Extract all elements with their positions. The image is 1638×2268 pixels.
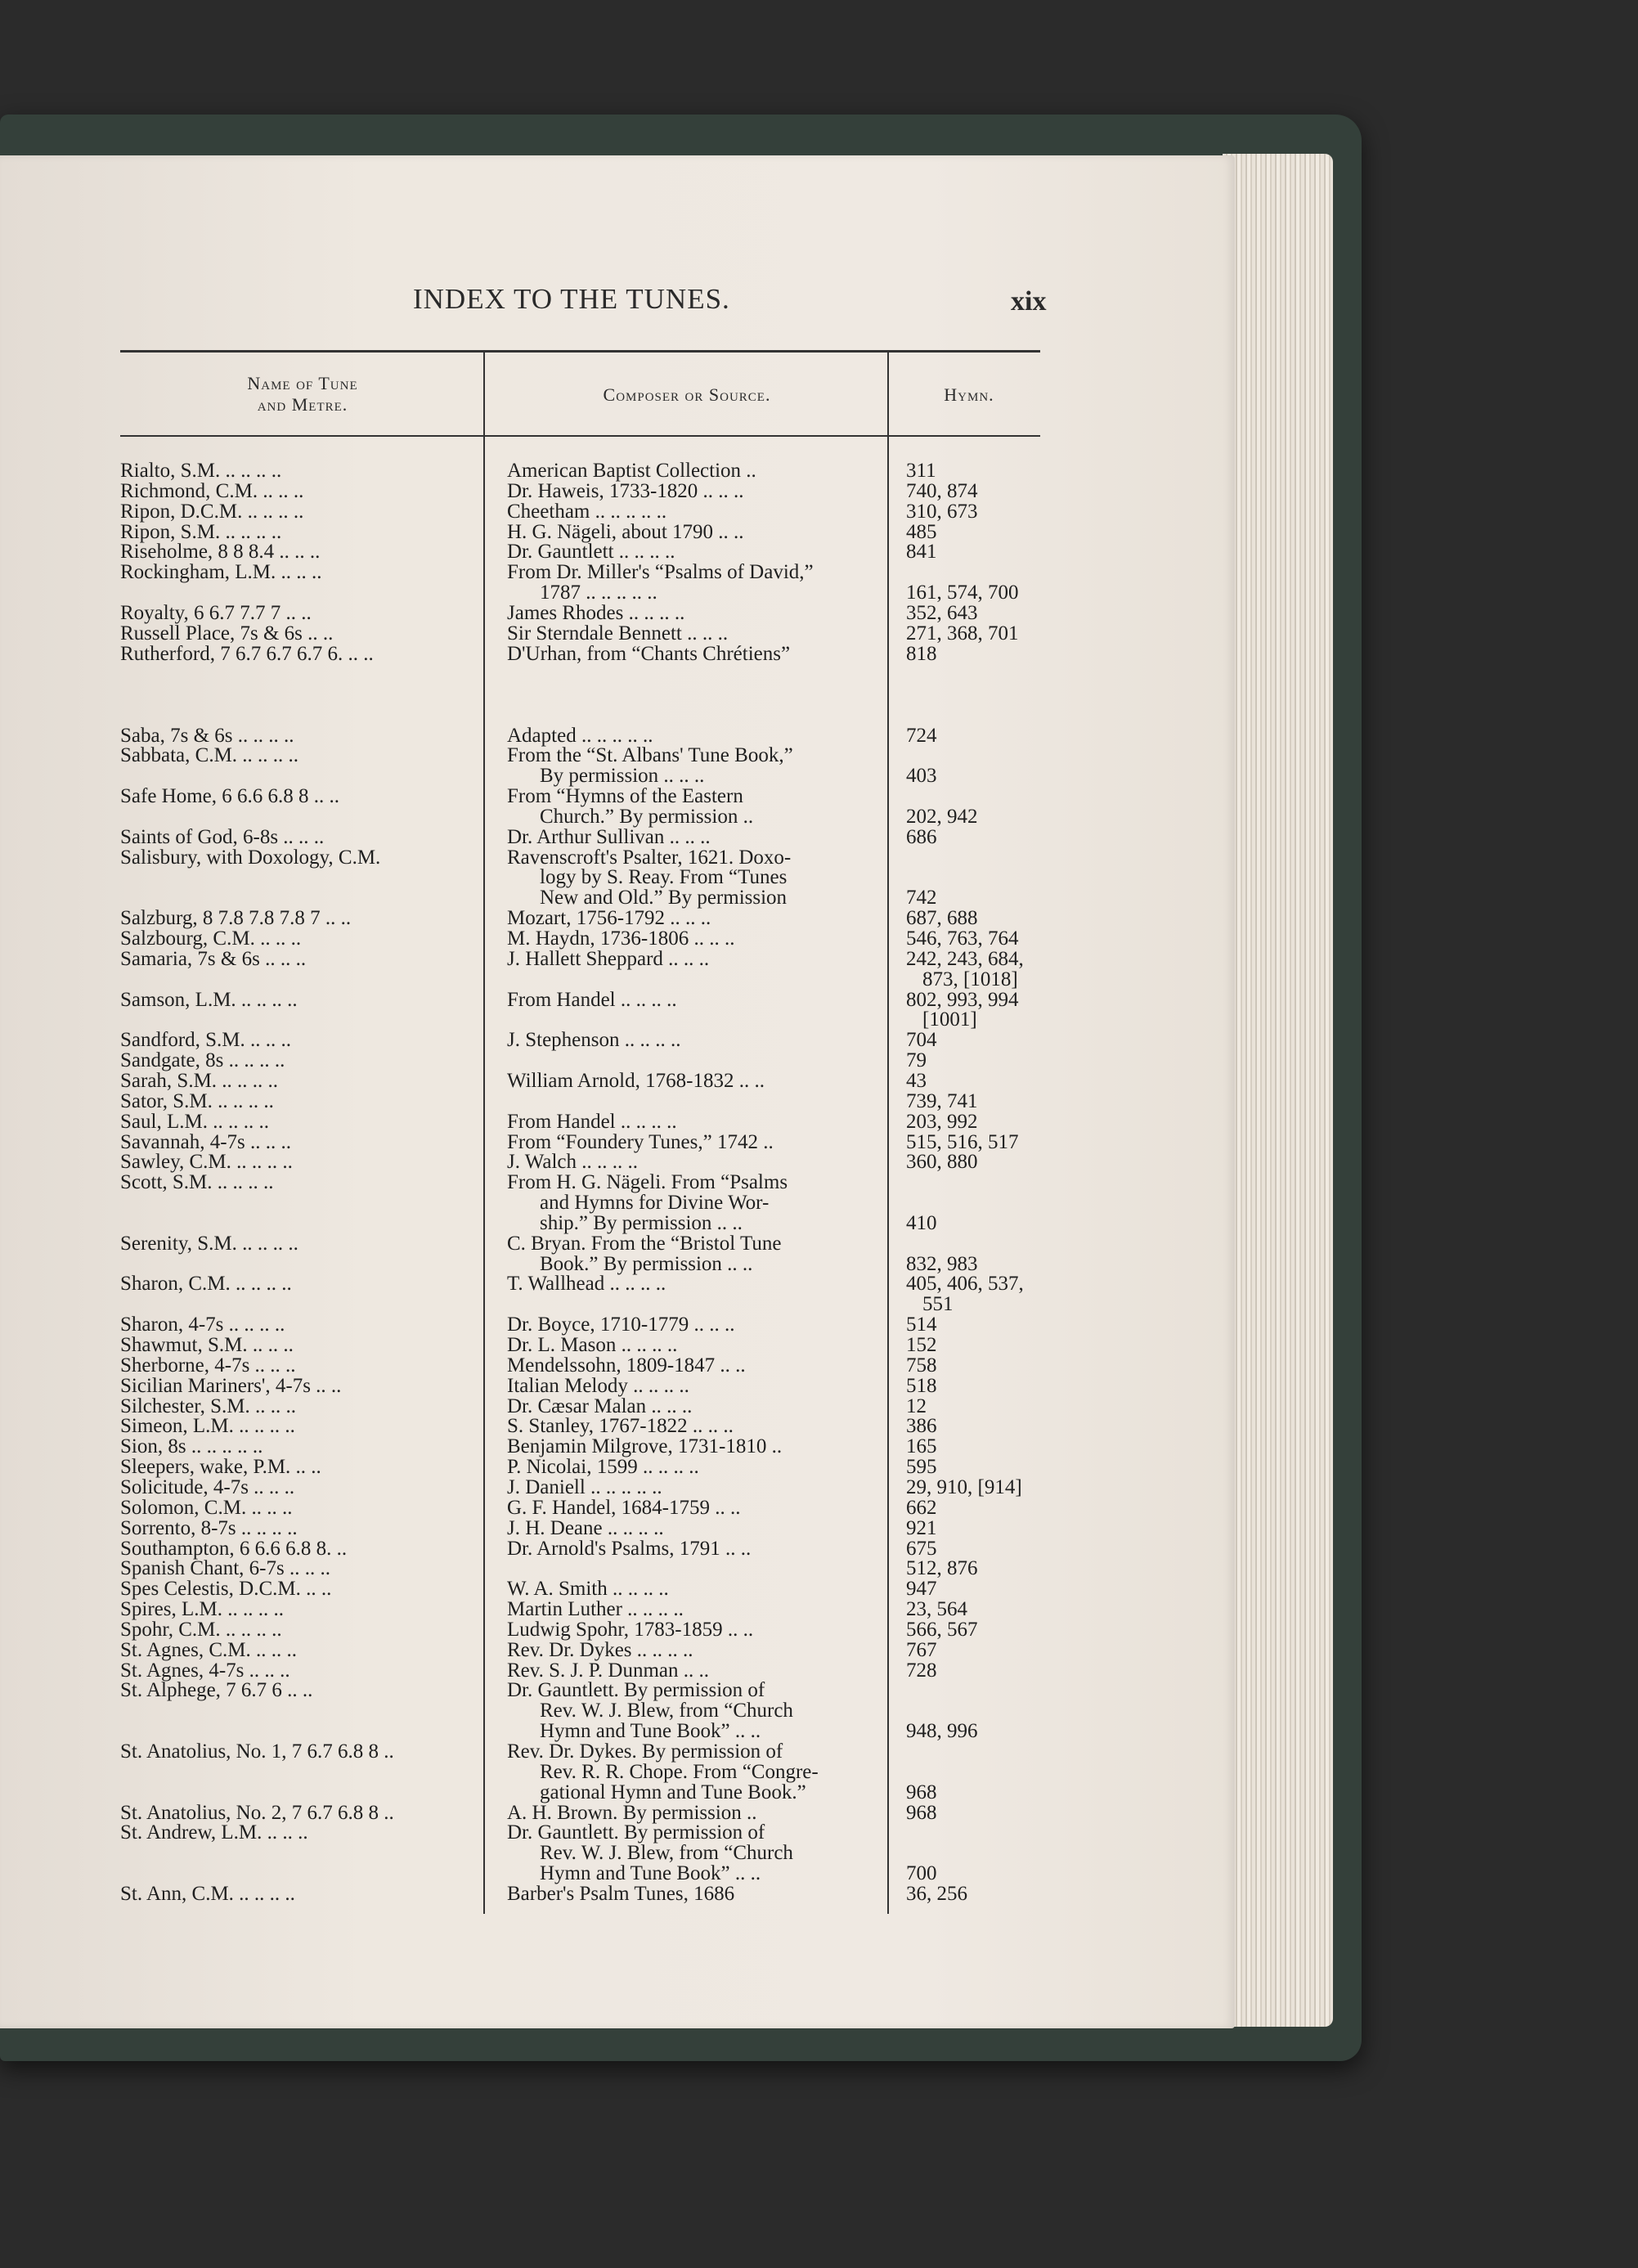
index-composer-cell: M. Haydn, 1736-1806 .. .. ..: [507, 927, 735, 950]
column-header-hymn: Hymn.: [944, 384, 994, 405]
index-hymn-cell: 242, 243, 684,: [906, 948, 1024, 970]
index-composer-cell: Ravenscroft's Psalter, 1621. Doxo-: [507, 847, 792, 869]
index-tune-cell: St. Andrew, L.M. .. .. ..: [120, 1821, 308, 1844]
index-tune-cell: Southampton, 6 6.6 6.8 8. ..: [120, 1538, 348, 1560]
column-header-name-line2: and Metre.: [257, 394, 348, 415]
page-edges: [1223, 154, 1333, 2027]
index-hymn-cell: 767: [906, 1639, 937, 1661]
index-composer-cell: From “Foundery Tunes,” 1742 ..: [507, 1131, 774, 1153]
index-composer-cell: From Handel .. .. .. ..: [507, 989, 677, 1011]
index-tune-cell: St. Agnes, C.M. .. .. ..: [120, 1639, 298, 1661]
index-tune-cell: St. Agnes, 4-7s .. .. ..: [120, 1659, 290, 1682]
index-hymn-cell: 36, 256: [906, 1883, 967, 1905]
index-composer-cell: Benjamin Milgrove, 1731-1810 ..: [507, 1435, 783, 1457]
index-hymn-cell: 566, 567: [906, 1619, 978, 1641]
index-hymn-cell: [1001]: [922, 1008, 977, 1031]
index-hymn-cell: 873, [1018]: [922, 968, 1018, 990]
index-composer-cell: J. Daniell .. .. .. .. ..: [507, 1476, 662, 1498]
index-hymn-cell: 310, 673: [906, 501, 978, 523]
index-hymn-cell: 724: [906, 725, 937, 747]
index-tune-cell: Safe Home, 6 6.6 6.8 8 .. ..: [120, 785, 340, 807]
index-hymn-cell: 742: [906, 887, 937, 909]
index-tune-cell: Rutherford, 7 6.7 6.7 6.7 6. .. ..: [120, 643, 374, 665]
index-hymn-cell: 202, 942: [906, 806, 978, 828]
index-hymn-cell: 485: [906, 521, 937, 543]
index-tune-cell: Rockingham, L.M. .. .. ..: [120, 561, 322, 583]
index-hymn-cell: 515, 516, 517: [906, 1131, 1019, 1153]
index-composer-cell: Dr. Boyce, 1710-1779 .. .. ..: [507, 1314, 735, 1336]
index-tune-cell: Saints of God, 6-8s .. .. ..: [120, 826, 325, 848]
index-composer-cell: Dr. Gauntlett. By permission of: [507, 1679, 765, 1701]
index-hymn-cell: 968: [906, 1802, 937, 1824]
index-hymn-cell: 595: [906, 1456, 937, 1478]
index-composer-cell: J. Stephenson .. .. .. ..: [507, 1029, 681, 1051]
index-tune-cell: Scott, S.M. .. .. .. ..: [120, 1171, 274, 1193]
index-composer-cell: Sir Sterndale Bennett .. .. ..: [507, 622, 729, 644]
index-tune-cell: Sabbata, C.M. .. .. .. ..: [120, 744, 299, 766]
index-hymn-cell: 551: [922, 1293, 954, 1315]
index-composer-cell: ship.” By permission .. ..: [540, 1212, 743, 1234]
index-composer-cell: C. Bryan. From the “Bristol Tune: [507, 1233, 782, 1255]
index-composer-cell: gational Hymn and Tune Book.”: [540, 1781, 806, 1803]
index-tune-cell: Russell Place, 7s & 6s .. ..: [120, 622, 334, 644]
index-tune-cell: Sandford, S.M. .. .. ..: [120, 1029, 292, 1051]
index-hymn-cell: 29, 910, [914]: [906, 1476, 1022, 1498]
index-hymn-cell: 360, 880: [906, 1151, 978, 1173]
index-hymn-cell: 687, 688: [906, 907, 978, 929]
index-hymn-cell: 739, 741: [906, 1090, 978, 1112]
index-composer-cell: Rev. S. J. P. Dunman .. ..: [507, 1659, 710, 1682]
index-tune-cell: Sandgate, 8s .. .. .. ..: [120, 1049, 285, 1071]
index-composer-cell: T. Wallhead .. .. .. ..: [507, 1273, 666, 1295]
index-composer-cell: From “Hymns of the Eastern: [507, 785, 743, 807]
index-composer-cell: Rev. W. J. Blew, from “Church: [540, 1842, 793, 1864]
index-composer-cell: W. A. Smith .. .. .. ..: [507, 1578, 669, 1600]
index-hymn-cell: 841: [906, 541, 937, 563]
page-number: xix: [1011, 286, 1047, 317]
index-hymn-cell: 386: [906, 1415, 937, 1437]
index-hymn-cell: 728: [906, 1659, 937, 1682]
index-tune-cell: Ripon, S.M. .. .. .. ..: [120, 521, 282, 543]
index-composer-cell: Rev. Dr. Dykes .. .. .. ..: [507, 1639, 693, 1661]
index-tune-cell: St. Alphege, 7 6.7 6 .. ..: [120, 1679, 313, 1701]
index-hymn-cell: 700: [906, 1862, 937, 1884]
index-composer-cell: From Dr. Miller's “Psalms of David,”: [507, 561, 814, 583]
index-composer-cell: By permission .. .. ..: [540, 765, 705, 787]
index-composer-cell: Mendelssohn, 1809-1847 .. ..: [507, 1354, 746, 1377]
index-hymn-cell: 23, 564: [906, 1598, 967, 1620]
index-composer-cell: Dr. Gauntlett. By permission of: [507, 1821, 765, 1844]
index-composer-cell: From the “St. Albans' Tune Book,”: [507, 744, 793, 766]
index-hymn-cell: 165: [906, 1435, 937, 1457]
index-tune-cell: Saul, L.M. .. .. .. ..: [120, 1111, 269, 1133]
index-tune-cell: Spohr, C.M. .. .. .. ..: [120, 1619, 282, 1641]
column-header-name-line1: Name of Tune: [247, 373, 358, 393]
index-hymn-cell: 675: [906, 1538, 937, 1560]
index-composer-cell: D'Urhan, from “Chants Chrétiens”: [507, 643, 791, 665]
index-hymn-cell: 403: [906, 765, 937, 787]
index-tune-cell: Samson, L.M. .. .. .. ..: [120, 989, 298, 1011]
index-hymn-cell: 12: [906, 1395, 927, 1417]
index-hymn-cell: 514: [906, 1314, 937, 1336]
index-composer-cell: New and Old.” By permission: [540, 887, 788, 909]
index-hymn-cell: 311: [906, 460, 936, 482]
index-composer-cell: S. Stanley, 1767-1822 .. .. ..: [507, 1415, 734, 1437]
index-composer-cell: James Rhodes .. .. .. ..: [507, 602, 685, 624]
index-composer-cell: and Hymns for Divine Wor-: [540, 1192, 770, 1214]
index-composer-cell: From Handel .. .. .. ..: [507, 1111, 677, 1133]
index-hymn-cell: 686: [906, 826, 937, 848]
index-tune-cell: Sharon, C.M. .. .. .. ..: [120, 1273, 292, 1295]
index-composer-cell: Adapted .. .. .. .. ..: [507, 725, 653, 747]
index-hymn-cell: 546, 763, 764: [906, 927, 1019, 950]
index-composer-cell: Dr. Arnold's Psalms, 1791 .. ..: [507, 1538, 752, 1560]
index-composer-cell: Rev. R. R. Chope. From “Congre-: [540, 1761, 819, 1783]
index-tune-cell: Rialto, S.M. .. .. .. ..: [120, 460, 282, 482]
index-tune-cell: Shawmut, S.M. .. .. ..: [120, 1334, 294, 1356]
index-tune-cell: Sorrento, 8-7s .. .. .. ..: [120, 1517, 298, 1539]
index-tune-cell: Sleepers, wake, P.M. .. ..: [120, 1456, 321, 1478]
index-hymn-cell: 704: [906, 1029, 937, 1051]
column-header-composer: Composer or Source.: [603, 384, 771, 405]
index-tune-cell: Sarah, S.M. .. .. .. ..: [120, 1070, 279, 1092]
index-tune-cell: Salzbourg, C.M. .. .. ..: [120, 927, 302, 950]
index-hymn-cell: 740, 874: [906, 480, 978, 502]
index-tune-cell: Salzburg, 8 7.8 7.8 7.8 7 .. ..: [120, 907, 352, 929]
index-hymn-cell: 947: [906, 1578, 937, 1600]
index-composer-cell: Barber's Psalm Tunes, 1686: [507, 1883, 735, 1905]
index-composer-cell: Hymn and Tune Book” .. ..: [540, 1862, 761, 1884]
index-tune-cell: Sawley, C.M. .. .. .. ..: [120, 1151, 293, 1173]
header-bottom-rule: [120, 435, 1040, 437]
header-top-rule: [120, 350, 1040, 353]
index-tune-cell: Richmond, C.M. .. .. ..: [120, 480, 304, 502]
index-tune-cell: Serenity, S.M. .. .. .. ..: [120, 1233, 298, 1255]
index-tune-cell: Solicitude, 4-7s .. .. ..: [120, 1476, 295, 1498]
index-composer-cell: Rev. W. J. Blew, from “Church: [540, 1700, 793, 1722]
index-composer-cell: H. G. Nägeli, about 1790 .. ..: [507, 521, 744, 543]
index-composer-cell: Dr. Gauntlett .. .. .. ..: [507, 541, 675, 563]
index-composer-cell: A. H. Brown. By permission ..: [507, 1802, 757, 1824]
index-hymn-cell: 921: [906, 1517, 937, 1539]
index-tune-cell: Silchester, S.M. .. .. ..: [120, 1395, 296, 1417]
index-composer-cell: Dr. Arthur Sullivan .. .. ..: [507, 826, 711, 848]
index-tune-cell: St. Ann, C.M. .. .. .. ..: [120, 1883, 295, 1905]
index-composer-cell: Italian Melody .. .. .. ..: [507, 1375, 689, 1397]
index-hymn-cell: 271, 368, 701: [906, 622, 1019, 644]
index-tune-cell: Ripon, D.C.M. .. .. .. ..: [120, 501, 304, 523]
index-hymn-cell: 352, 643: [906, 602, 978, 624]
index-composer-cell: Book.” By permission .. ..: [540, 1253, 753, 1275]
index-tune-cell: Salisbury, with Doxology, C.M.: [120, 847, 381, 869]
index-hymn-cell: 518: [906, 1375, 937, 1397]
index-composer-cell: G. F. Handel, 1684-1759 .. ..: [507, 1497, 741, 1519]
index-tune-cell: Savannah, 4-7s .. .. ..: [120, 1131, 291, 1153]
index-tune-cell: St. Anatolius, No. 1, 7 6.7 6.8 8 ..: [120, 1740, 394, 1763]
index-composer-cell: Dr. L. Mason .. .. .. ..: [507, 1334, 678, 1356]
index-composer-cell: Hymn and Tune Book” .. ..: [540, 1720, 761, 1742]
index-composer-cell: Rev. Dr. Dykes. By permission of: [507, 1740, 783, 1763]
index-composer-cell: 1787 .. .. .. .. ..: [540, 582, 657, 604]
index-tune-cell: Sion, 8s .. .. .. .. ..: [120, 1435, 263, 1457]
running-title: INDEX TO THE TUNES.: [413, 283, 730, 315]
index-tune-cell: Sicilian Mariners', 4-7s .. ..: [120, 1375, 342, 1397]
index-tune-cell: Samaria, 7s & 6s .. .. ..: [120, 948, 307, 970]
index-hymn-cell: 410: [906, 1212, 937, 1234]
index-hymn-cell: 948, 996: [906, 1720, 978, 1742]
index-tune-cell: Spanish Chant, 6-7s .. .. ..: [120, 1557, 330, 1579]
column-divider-left: [483, 352, 485, 1914]
index-tune-cell: Saba, 7s & 6s .. .. .. ..: [120, 725, 294, 747]
index-composer-cell: Martin Luther .. .. .. ..: [507, 1598, 684, 1620]
column-divider-right: [887, 352, 889, 1914]
index-hymn-cell: 758: [906, 1354, 937, 1377]
index-hymn-cell: 968: [906, 1781, 937, 1803]
index-tune-cell: Sator, S.M. .. .. .. ..: [120, 1090, 274, 1112]
index-hymn-cell: 43: [906, 1070, 927, 1092]
index-hymn-cell: 832, 983: [906, 1253, 978, 1275]
index-hymn-cell: 662: [906, 1497, 937, 1519]
index-composer-cell: Cheetham .. .. .. .. ..: [507, 501, 667, 523]
index-composer-cell: logy by S. Reay. From “Tunes: [540, 866, 788, 888]
index-composer-cell: J. Hallett Sheppard .. .. ..: [507, 948, 710, 970]
index-hymn-cell: 818: [906, 643, 937, 665]
index-composer-cell: American Baptist Collection ..: [507, 460, 756, 482]
index-tune-cell: Sherborne, 4-7s .. .. ..: [120, 1354, 296, 1377]
index-hymn-cell: 152: [906, 1334, 937, 1356]
index-hymn-cell: 203, 992: [906, 1111, 978, 1133]
index-composer-cell: Dr. Cæsar Malan .. .. ..: [507, 1395, 693, 1417]
index-composer-cell: P. Nicolai, 1599 .. .. .. ..: [507, 1456, 699, 1478]
index-tune-cell: Spires, L.M. .. .. .. ..: [120, 1598, 284, 1620]
index-tune-cell: Riseholme, 8 8 8.4 .. .. ..: [120, 541, 321, 563]
index-hymn-cell: 802, 993, 994: [906, 989, 1019, 1011]
index-composer-cell: J. Walch .. .. .. ..: [507, 1151, 639, 1173]
column-header-name: [180, 373, 425, 415]
index-tune-cell: Simeon, L.M. .. .. .. ..: [120, 1415, 295, 1437]
index-composer-cell: Ludwig Spohr, 1783-1859 .. ..: [507, 1619, 754, 1641]
index-hymn-cell: 161, 574, 700: [906, 582, 1019, 604]
index-tune-cell: Spes Celestis, D.C.M. .. ..: [120, 1578, 332, 1600]
index-composer-cell: Church.” By permission ..: [540, 806, 754, 828]
index-composer-cell: William Arnold, 1768-1832 .. ..: [507, 1070, 765, 1092]
index-hymn-cell: 79: [906, 1049, 927, 1071]
index-tune-cell: Royalty, 6 6.7 7.7 7 .. ..: [120, 602, 312, 624]
index-tune-cell: St. Anatolius, No. 2, 7 6.7 6.8 8 ..: [120, 1802, 394, 1824]
index-composer-cell: From H. G. Nägeli. From “Psalms: [507, 1171, 788, 1193]
index-tune-cell: Solomon, C.M. .. .. ..: [120, 1497, 293, 1519]
index-tune-cell: Sharon, 4-7s .. .. .. ..: [120, 1314, 285, 1336]
index-composer-cell: J. H. Deane .. .. .. ..: [507, 1517, 664, 1539]
index-composer-cell: Mozart, 1756-1792 .. .. ..: [507, 907, 711, 929]
index-composer-cell: Dr. Haweis, 1733-1820 .. .. ..: [507, 480, 744, 502]
index-hymn-cell: 405, 406, 537,: [906, 1273, 1024, 1295]
index-hymn-cell: 512, 876: [906, 1557, 978, 1579]
